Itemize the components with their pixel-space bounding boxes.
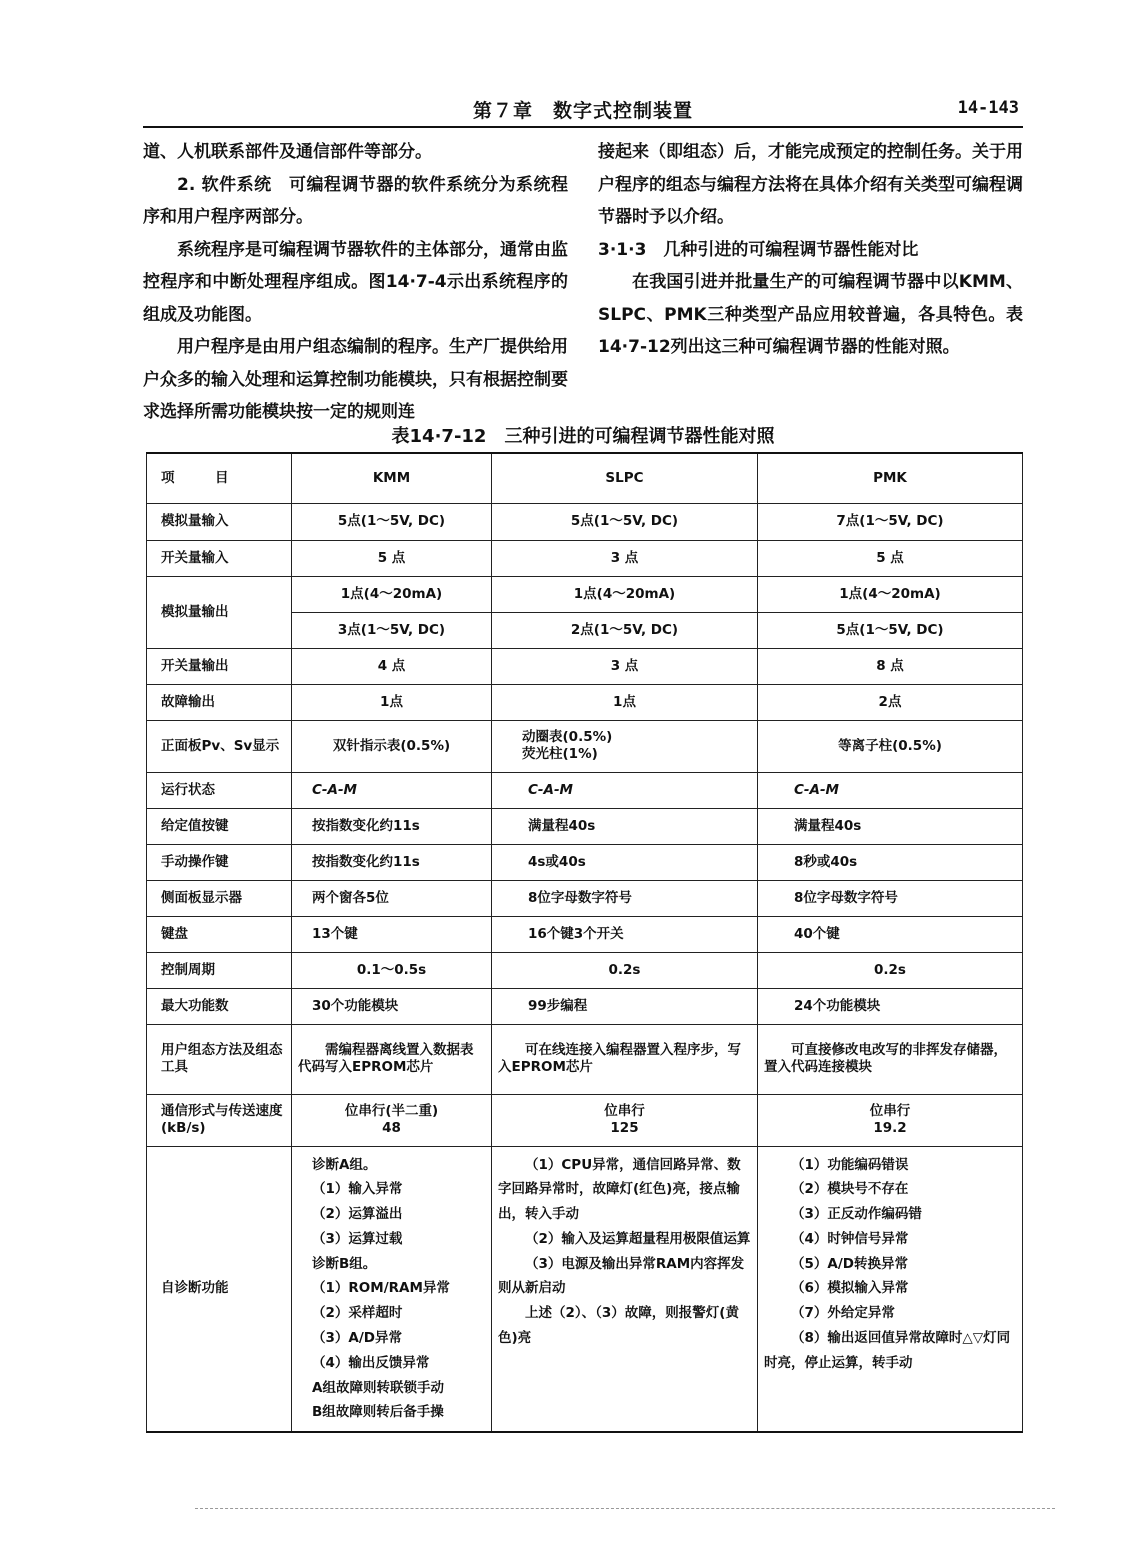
cell-pmk: 40个键 — [758, 916, 1023, 952]
diagnosis-line: （1）功能编码错误 — [791, 1156, 909, 1173]
cell-kmm — [292, 1094, 492, 1146]
diagnosis-line: （1）ROM/RAM异常 — [312, 1280, 450, 1297]
cell-pmk: 7点(1～5V, DC) — [758, 503, 1023, 540]
right-text-column — [598, 136, 1023, 364]
table-row — [147, 503, 1023, 540]
table-row — [147, 720, 1023, 772]
cell-pmk: 可直接修改电改写的非挥发存储器，置入代码连接模块 — [758, 1024, 1023, 1094]
table-row — [147, 1024, 1023, 1094]
cell-slpc: 5点(1～5V, DC) — [492, 503, 758, 540]
cell-pmk: 2点 — [758, 684, 1023, 720]
table-row — [147, 772, 1023, 808]
diagnosis-line: （2）采样超时 — [312, 1305, 403, 1322]
row-label: 开关量输出 — [147, 648, 292, 684]
comparison-table — [146, 452, 1023, 1433]
cell-slpc: 3 点 — [492, 648, 758, 684]
cell-slpc: 2点(1～5V, DC) — [492, 612, 758, 648]
row-label: 模拟量输出 — [147, 576, 292, 648]
diagnosis-line: 诊断A组。 — [312, 1156, 377, 1173]
paragraph: 2. 软件系统 可编程调节器的软件系统分为系统程序和用户程序两部分。 — [143, 174, 568, 227]
footer-divider — [195, 1508, 1055, 1509]
cell-slpc: 8位字母数字符号 — [492, 880, 758, 916]
cell-slpc: C-A-M — [492, 772, 758, 808]
cell-pmk: 等离子柱(0.5%) — [758, 720, 1023, 772]
section-heading: 3·1·3 几种引进的可编程调节器性能对比 — [598, 239, 919, 260]
cell-slpc — [492, 1094, 758, 1146]
cell-line: 动圈表(0.5%) — [522, 729, 613, 745]
table-row — [147, 880, 1023, 916]
diagnosis-line: （3）正反动作编码错 — [791, 1206, 922, 1223]
cell-slpc: 可在线连接入编程器置入程序步，写入EPROM芯片 — [492, 1024, 758, 1094]
diagnosis-line: （3）电源及输出异常RAM内容挥发则从新启动 — [498, 1255, 745, 1297]
cell-slpc: 1点 — [492, 684, 758, 720]
paragraph: 用户程序是由用户组态编制的程序。生产厂提供给用户众多的输入处理和运算控制功能模块，只有根据控制要求选择所需功能模块按一定的规则连 — [143, 337, 568, 422]
table-row — [147, 684, 1023, 720]
cell-pmk — [758, 1146, 1023, 1432]
diagnosis-line: A组故障则转联锁手动 — [312, 1379, 444, 1396]
cell-slpc: 99步编程 — [492, 988, 758, 1024]
cell-kmm: 0.1～0.5s — [292, 952, 492, 988]
diagnosis-line: B组故障则转后备手操 — [312, 1404, 444, 1421]
cell-kmm: 5 点 — [292, 540, 492, 576]
page-header — [143, 96, 1023, 128]
cell-line: 位串行 — [869, 1103, 911, 1119]
cell-line: 125 — [610, 1120, 639, 1136]
paragraph: 系统程序是可编程调节器软件的主体部分，通常由监控程序和中断处理程序组成。图14·7-4示出系统程序的组成及功能图。 — [143, 239, 568, 325]
cell-kmm: 13个键 — [292, 916, 492, 952]
cell-pmk: 24个功能模块 — [758, 988, 1023, 1024]
row-label: 模拟量输入 — [147, 503, 292, 540]
cell-kmm: 1点 — [292, 684, 492, 720]
diagnosis-line: （8）输出返回值异常故障时△▽灯同时亮，停止运算，转手动 — [764, 1330, 1011, 1371]
cell-pmk: 满量程40s — [758, 808, 1023, 844]
table-row — [147, 540, 1023, 576]
table-row — [147, 648, 1023, 684]
row-label: 通信形式与传送速度(kB/s) — [147, 1094, 292, 1146]
diagnosis-line: 诊断B组。 — [312, 1255, 377, 1272]
cell-kmm: 双针指示表(0.5%) — [292, 720, 492, 772]
row-label: 正面板Pv、Sv显示 — [147, 720, 292, 772]
row-label: 手动操作键 — [147, 844, 292, 880]
chapter-title: 第７章 数字式控制装置 — [473, 100, 694, 122]
cell-line: 荧光柱(1%) — [522, 746, 598, 762]
row-label: 侧面板显示器 — [147, 880, 292, 916]
cell-kmm: 1点(4～20mA) — [292, 576, 492, 612]
table-header-row — [147, 453, 1023, 503]
cell-kmm: 30个功能模块 — [292, 988, 492, 1024]
row-label: 开关量输入 — [147, 540, 292, 576]
table-row — [147, 808, 1023, 844]
cell-kmm: 按指数变化约11s — [292, 808, 492, 844]
table-row — [147, 1094, 1023, 1146]
cell-slpc — [492, 720, 758, 772]
cell-pmk: C-A-M — [758, 772, 1023, 808]
cell-kmm: 5点(1～5V, DC) — [292, 503, 492, 540]
cell-line: 位串行 — [604, 1103, 645, 1119]
cell-pmk — [758, 1094, 1023, 1146]
header-item: 项 目 — [147, 453, 292, 503]
diagnosis-line: （6）模拟输入异常 — [791, 1280, 909, 1297]
left-text-column — [143, 136, 568, 429]
table-row — [147, 844, 1023, 880]
table-row — [147, 988, 1023, 1024]
table-row — [147, 952, 1023, 988]
cell-pmk: 5 点 — [758, 540, 1023, 576]
header-slpc: SLPC — [492, 453, 758, 503]
table-caption: 表14·7-12 三种引进的可编程调节器性能对照 — [391, 426, 775, 447]
cell-pmk: 8秒或40s — [758, 844, 1023, 880]
diagnosis-line: （2）运算溢出 — [312, 1206, 403, 1223]
cell-slpc — [492, 1146, 758, 1432]
cell-kmm: 3点(1～5V, DC) — [292, 612, 492, 648]
cell-slpc: 0.2s — [492, 952, 758, 988]
cell-kmm: 两个窗各5位 — [292, 880, 492, 916]
cell-slpc: 1点(4～20mA) — [492, 576, 758, 612]
cell-kmm: 4 点 — [292, 648, 492, 684]
diagnosis-line: 上述（2）、（3）故障，则报警灯(黄色)亮 — [498, 1305, 739, 1347]
row-label: 键盘 — [147, 916, 292, 952]
row-label: 自诊断功能 — [147, 1146, 292, 1432]
cell-slpc: 16个键3个开关 — [492, 916, 758, 952]
diagnosis-line: （2）模块号不存在 — [791, 1181, 909, 1198]
cell-pmk: 8 点 — [758, 648, 1023, 684]
diagnosis-line: （1）输入异常 — [312, 1181, 403, 1198]
cell-kmm: C-A-M — [292, 772, 492, 808]
header-kmm: KMM — [292, 453, 492, 503]
diagnosis-line: （4）时钟信号异常 — [791, 1230, 909, 1247]
cell-kmm — [292, 1146, 492, 1432]
row-label: 运行状态 — [147, 772, 292, 808]
cell-line: 48 — [382, 1120, 401, 1136]
cell-pmk: 0.2s — [758, 952, 1023, 988]
diagnosis-line: （3）A/D异常 — [312, 1330, 402, 1347]
table-row-self-diagnosis — [147, 1146, 1023, 1432]
cell-kmm: 需编程器离线置入数据表代码写入EPROM芯片 — [292, 1024, 492, 1094]
diagnosis-line: （4）输出反馈异常 — [312, 1354, 430, 1371]
cell-kmm: 按指数变化约11s — [292, 844, 492, 880]
cell-slpc: 3 点 — [492, 540, 758, 576]
diagnosis-line: （1）CPU异常，通信回路异常、数字回路异常时，故障灯(红色)亮，接点输出，转入手动 — [498, 1156, 741, 1223]
cell-slpc: 满量程40s — [492, 808, 758, 844]
diagnosis-line: （3）运算过载 — [312, 1230, 403, 1247]
cell-slpc: 4s或40s — [492, 844, 758, 880]
table-row — [147, 916, 1023, 952]
cell-line: 19.2 — [873, 1120, 907, 1136]
diagnosis-line: （5）A/D转换异常 — [791, 1255, 908, 1272]
diagnosis-line: （7）外给定异常 — [791, 1305, 895, 1322]
row-label: 给定值按键 — [147, 808, 292, 844]
cell-pmk: 1点(4～20mA) — [758, 576, 1023, 612]
cell-pmk: 8位字母数字符号 — [758, 880, 1023, 916]
row-label: 最大功能数 — [147, 988, 292, 1024]
header-pmk: PMK — [758, 453, 1023, 503]
table-row — [147, 576, 1023, 612]
row-label: 故障输出 — [147, 684, 292, 720]
paragraph: 在我国引进并批量生产的可编程调节器中以KMM、SLPC、PMK三种类型产品应用较普遍，各具特色。表14·7-12列出这三种可编程调节器的性能对照。 — [598, 272, 1023, 357]
cell-line: 位串行(半二重) — [344, 1103, 439, 1119]
row-label: 用户组态方法及组态工具 — [147, 1024, 292, 1094]
paragraph: 道、人机联系部件及通信部件等部分。 — [143, 142, 432, 162]
row-label: 控制周期 — [147, 952, 292, 988]
page-number: 14-143 — [957, 98, 1019, 118]
cell-pmk: 5点(1～5V, DC) — [758, 612, 1023, 648]
paragraph: 接起来（即组态）后，才能完成预定的控制任务。关于用户程序的组态与编程方法将在具体介绍有关类型可编程调节器时予以介绍。 — [598, 142, 1023, 227]
diagnosis-line: （2）输入及运算超量程用极限值运算 — [525, 1230, 751, 1247]
